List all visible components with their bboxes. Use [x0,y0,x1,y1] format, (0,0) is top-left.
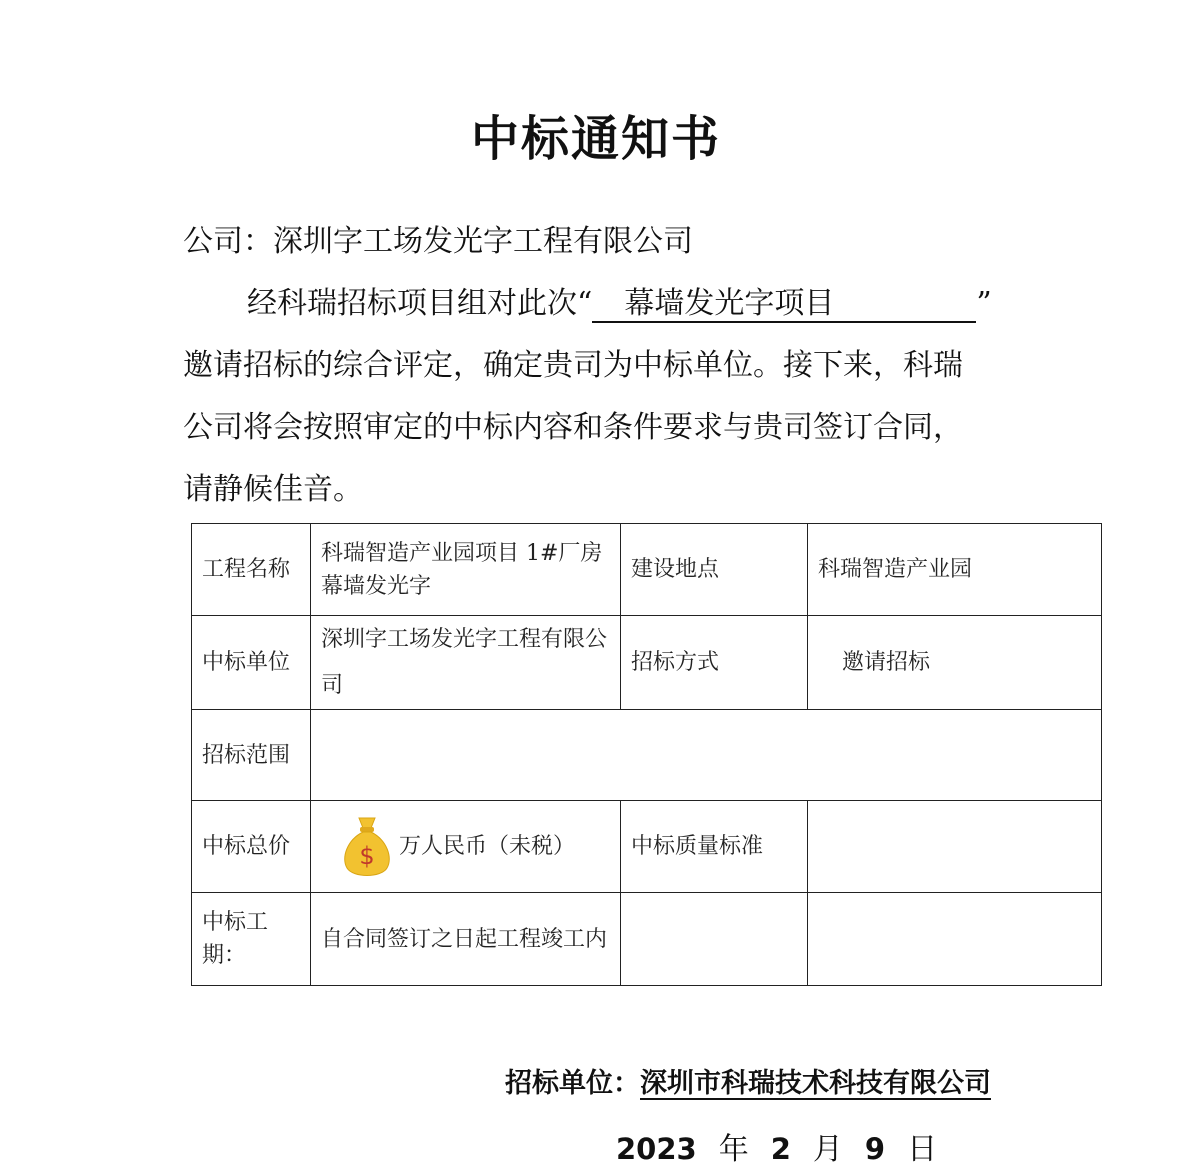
table-row [192,801,1102,893]
date-day-unit: 日 [907,1132,938,1167]
period-value: 自合同签订之日起工程竣工内 [311,893,621,986]
scope-value [311,710,1102,801]
quality-label: 中标质量标准 [621,801,808,893]
body-line-2: 邀请招标的综合评定，确定贵司为中标单位。接下来，科瑞 [183,348,963,383]
date-month: 2 [770,1132,791,1166]
body-line-1 [183,273,1033,335]
site-label: 建设地点 [621,524,808,616]
money-bag-icon [339,814,395,880]
body-line-4: 请静候佳音。 [183,472,363,507]
price-cell [311,801,621,893]
site-value: 科瑞智造产业园 [808,524,1102,616]
recipient-line: 公司：深圳字工场发光字工程有限公司 [183,224,693,259]
body-line-3: 公司将会按照审定的中标内容和条件要求与贵司签订合同， [183,410,963,445]
table-row [192,616,1102,710]
quality-value [808,801,1102,893]
scope-label: 招标范围 [192,710,311,801]
date-year: 2023 [616,1132,697,1166]
svg-text:$: $ [359,841,375,870]
issuer-signature [505,1061,991,1100]
table-row [192,524,1102,616]
document-title: 中标通知书 [470,111,721,167]
issuer-org: 深圳市科瑞技术科技有限公司 [640,1068,991,1099]
period-extra-2 [808,893,1102,986]
method-label: 招标方式 [621,616,808,710]
winner-value: 深圳字工场发光字工程有限公司 [311,616,621,710]
project-name-blank: 幕墙发光字项目 [592,287,976,323]
close-quote: ” [976,286,992,321]
date-day: 9 [864,1132,886,1166]
bid-info-table [191,523,1102,986]
price-value: 万人民币（未税） [399,834,576,859]
issuer-label: 招标单位： [505,1068,640,1099]
period-extra-1 [621,893,808,986]
method-value: 邀请招标 [808,616,1102,710]
date-month-unit: 月 [812,1132,843,1167]
price-label: 中标总价 [192,801,311,893]
table-row [192,710,1102,801]
period-label: 中标工期： [192,893,311,986]
project-name-value: 科瑞智造产业园项目 1#厂房幕墙发光字 [311,524,621,616]
table-row [192,893,1102,986]
project-name-label: 工程名称 [192,524,311,616]
issue-date [616,1124,937,1168]
body-prefix: 经科瑞招标项目组对此次“ [247,286,593,321]
winner-label: 中标单位 [192,616,311,710]
notice-body [183,273,1033,521]
date-year-unit: 年 [718,1132,749,1167]
